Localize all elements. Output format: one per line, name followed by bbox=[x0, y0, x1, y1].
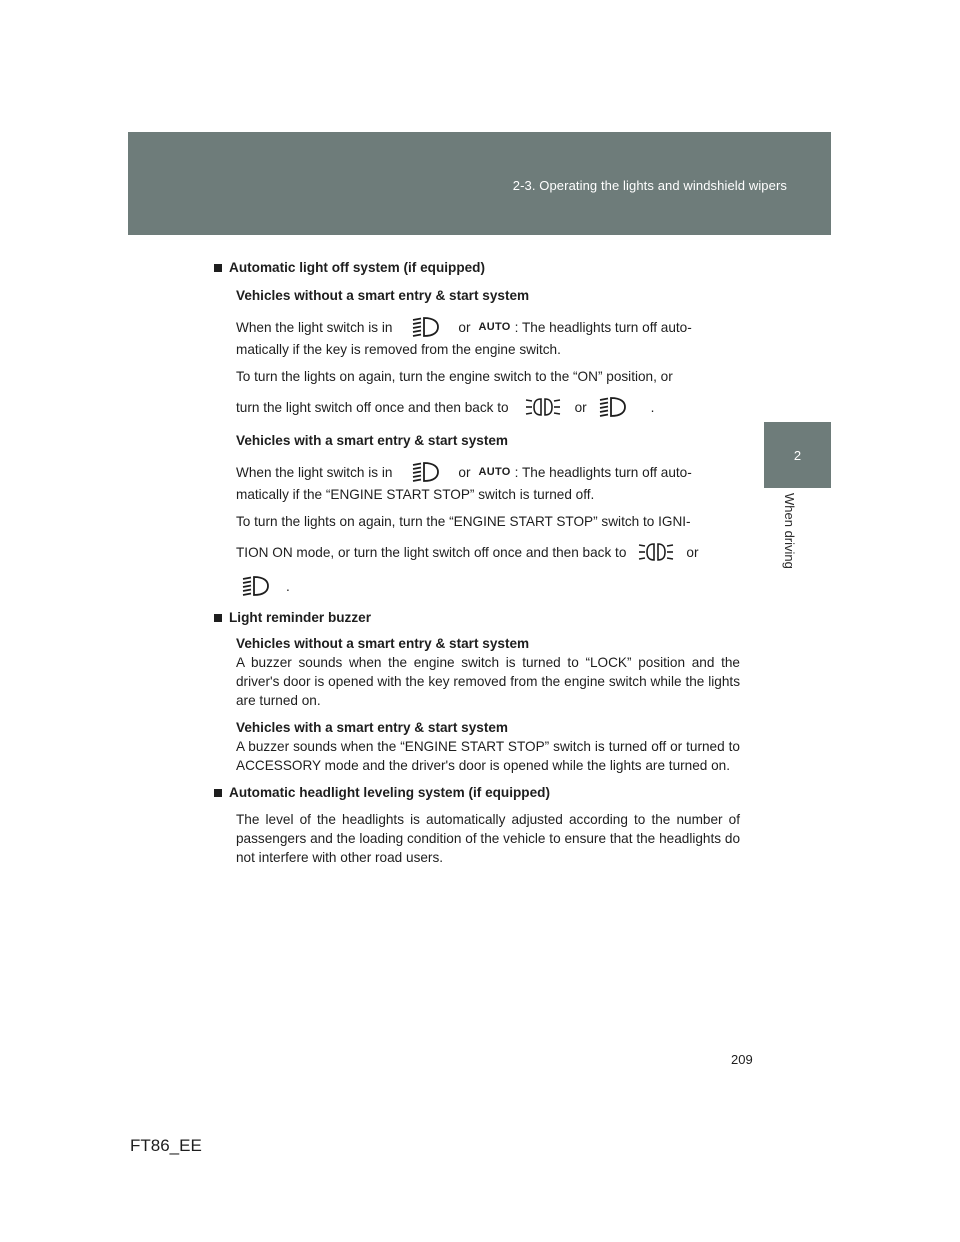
paragraph-line: . bbox=[236, 573, 740, 599]
page-content bbox=[214, 258, 740, 867]
paragraph: The level of the headlights is automatically adjusted according to the number of passengers and the loading condition of the vehicle to ensure that the headlights do not interfere with other road users. bbox=[236, 812, 740, 865]
headlight-icon bbox=[240, 574, 270, 598]
headlight-icon bbox=[597, 395, 627, 419]
chapter-label bbox=[783, 493, 799, 583]
chapter-number: 2 bbox=[793, 448, 802, 463]
subheading-with-smart-entry: Vehicles with a smart entry & start system bbox=[236, 720, 508, 735]
section-heading-reminder: Light reminder buzzer bbox=[214, 608, 740, 627]
paragraph-line: turn the light switch off once and then back to or . bbox=[236, 394, 740, 420]
footer-code: FT86_EE bbox=[130, 1136, 202, 1155]
section-title: 2-3. Operating the lights and windshield wipers bbox=[512, 178, 787, 193]
chapter-label-text: When driving bbox=[782, 493, 797, 569]
square-bullet-icon bbox=[214, 614, 222, 622]
subheading-without-smart-entry: Vehicles without a smart entry & start system bbox=[236, 288, 530, 303]
auto-icon: AUTO bbox=[478, 320, 511, 333]
paragraph: A buzzer sounds when the “ENGINE START STOP” switch is turned off or turned to ACCESSORY mode and the driver's door is opened while the lights are turned on. bbox=[236, 739, 740, 773]
paragraph-line: To turn the lights on again, turn the “ENGINE START STOP” switch to IGNI- bbox=[236, 514, 691, 529]
headlight-icon bbox=[410, 460, 440, 484]
section-heading-leveling: Automatic headlight leveling system (if equipped) bbox=[214, 783, 740, 802]
headlight-icon bbox=[410, 315, 440, 339]
paragraph-line: TION ON mode, or turn the light switch off once and then back to or bbox=[236, 539, 740, 565]
paragraph-line: When the light switch is in or AUTO : The headlights turn off auto- bbox=[236, 314, 740, 340]
square-bullet-icon bbox=[214, 789, 222, 797]
header-band bbox=[128, 132, 831, 235]
paragraph-line: matically if the key is removed from the engine switch. bbox=[236, 342, 561, 357]
chapter-tab bbox=[764, 422, 831, 488]
paragraph-line: To turn the lights on again, turn the engine switch to the “ON” position, or bbox=[236, 369, 673, 384]
page-number: 209 bbox=[731, 1052, 753, 1067]
auto-icon: AUTO bbox=[478, 465, 511, 478]
tail-light-icon bbox=[638, 540, 674, 564]
paragraph-line: When the light switch is in or AUTO : The headlights turn off auto- bbox=[236, 459, 740, 485]
tail-light-icon bbox=[525, 395, 561, 419]
paragraph-line: matically if the “ENGINE START STOP” switch is turned off. bbox=[236, 487, 595, 502]
subheading-with-smart-entry: Vehicles with a smart entry & start system bbox=[236, 433, 508, 448]
subheading-without-smart-entry: Vehicles without a smart entry & start system bbox=[236, 636, 530, 651]
section-heading-auto-off: Automatic light off system (if equipped) bbox=[214, 258, 740, 277]
square-bullet-icon bbox=[214, 264, 222, 272]
paragraph: A buzzer sounds when the engine switch is turned to “LOCK” position and the driver's door is opened with the key removed from the engine switch while the lights are turned on. bbox=[236, 655, 740, 708]
